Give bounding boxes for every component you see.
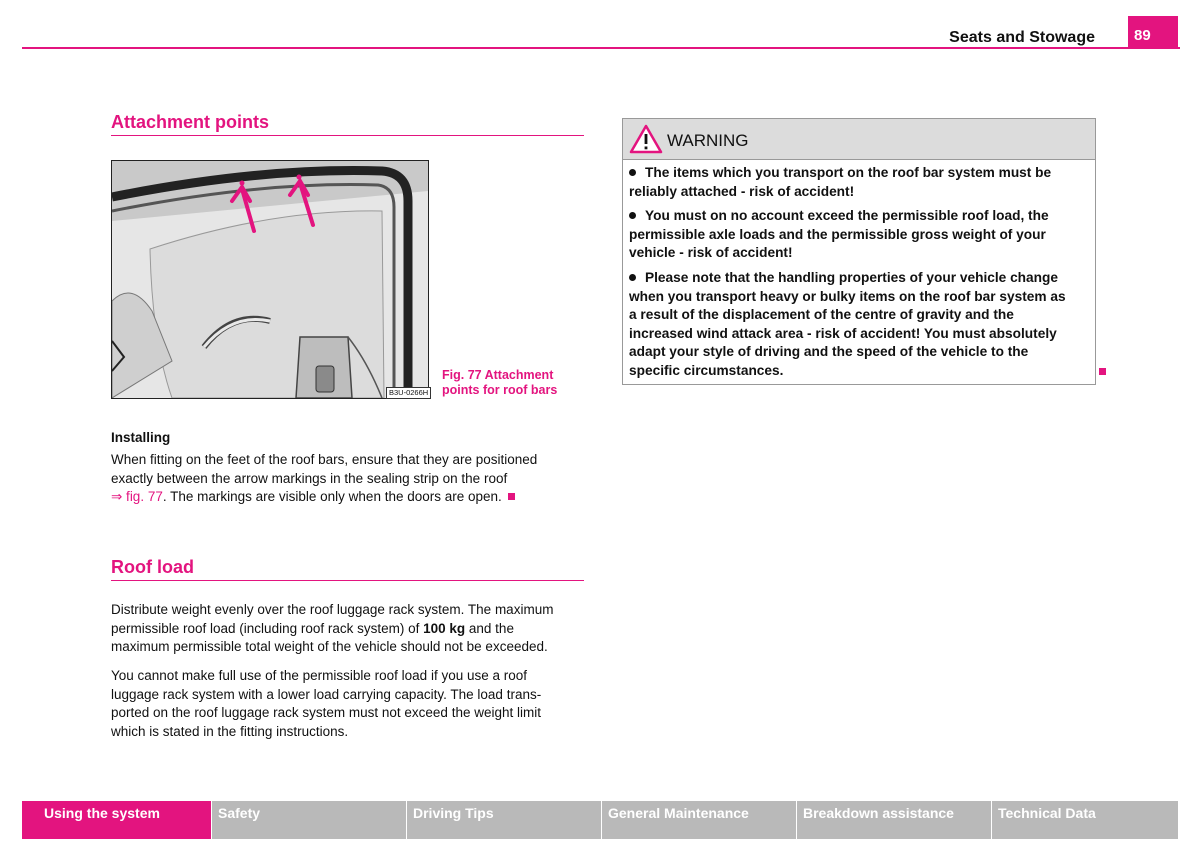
figure-caption-line1: Fig. 77 Attachment: [442, 368, 554, 382]
installing-line2: exactly between the arrow markings in the sealing strip on the roof: [111, 470, 508, 486]
installing-line3: ⇒ fig. 77. The markings are visible only when the doors are open.: [111, 488, 591, 507]
bullet-icon: [629, 274, 636, 281]
roof-interior-illustration: [112, 161, 428, 398]
tab-breakdown-assistance[interactable]: Breakdown assistance: [797, 801, 991, 839]
roof-load-heading: Roof load: [111, 557, 194, 577]
warning-item-2: You must on no account exceed the permissible roof load, the permissible axle loads and the permissible gross weight of your vehicle - risk of accident!: [629, 208, 1049, 260]
bullet-icon: [629, 169, 636, 176]
figure-link[interactable]: ⇒ fig. 77: [111, 489, 163, 504]
tab-general-maintenance[interactable]: General Maintenance: [602, 801, 796, 839]
roof-attachment-figure: [111, 160, 429, 399]
figure-caption-line2: points for roof bars: [442, 383, 558, 397]
figure-code: B3U-0266H: [386, 387, 431, 399]
end-marker: [508, 493, 515, 500]
roof-load-paragraph-2: You cannot make full use of the permissible roof load if you use a roof luggage rack system with a lower load carrying capacity. The load trans- ported on the roof luggage rack system must not exceed the weight limit which is stated in the fitting instructions.: [111, 668, 542, 739]
bullet-icon: [629, 212, 636, 219]
warning-title: WARNING: [667, 131, 749, 150]
tab-driving-tips[interactable]: Driving Tips: [407, 801, 601, 839]
installing-paragraph: [111, 451, 591, 507]
warning-item-3: Please note that the handling properties of your vehicle change when you transport heavy or bulky items on the roof bar system as a result of the displacement of the centre of gravity and the increased wind attack area - risk of accident! You must absolutely adapt your style of driving and the speed of the vehicle to the specific circumstances.: [629, 270, 1066, 378]
section-title: Seats and Stowage: [949, 29, 1095, 46]
roof-load-paragraph-1: Distribute weight evenly over the roof luggage rack system. The maximum permissible roof load (including roof rack system) of 100 kg and the maximum permissible total weight of the vehicle should not be exceeded.: [111, 602, 554, 654]
attachment-heading-rule: [111, 135, 584, 136]
tab-technical-data[interactable]: Technical Data: [992, 801, 1178, 839]
installing-line1: When fitting on the feet of the roof bars, ensure that they are positioned: [111, 452, 538, 467]
warning-end-marker: [1099, 368, 1106, 375]
figure-caption: [442, 368, 582, 398]
tab-using-the-system[interactable]: Using the system: [22, 801, 211, 839]
warning-item-1: The items which you transport on the roof bar system must be reliably attached - risk of accident!: [629, 165, 1052, 199]
warning-header: [623, 119, 1095, 160]
attachment-heading: Attachment points: [111, 112, 270, 132]
installing-heading: Installing: [111, 430, 171, 445]
warning-box: [622, 118, 1096, 385]
roof-load-value: 100 kg: [423, 620, 466, 636]
header-rule: [22, 47, 1180, 49]
warning-triangle-icon: [629, 124, 663, 154]
tab-safety[interactable]: Safety: [212, 801, 406, 839]
page-number: 89: [1128, 16, 1178, 49]
roof-load-heading-rule: [111, 580, 584, 581]
